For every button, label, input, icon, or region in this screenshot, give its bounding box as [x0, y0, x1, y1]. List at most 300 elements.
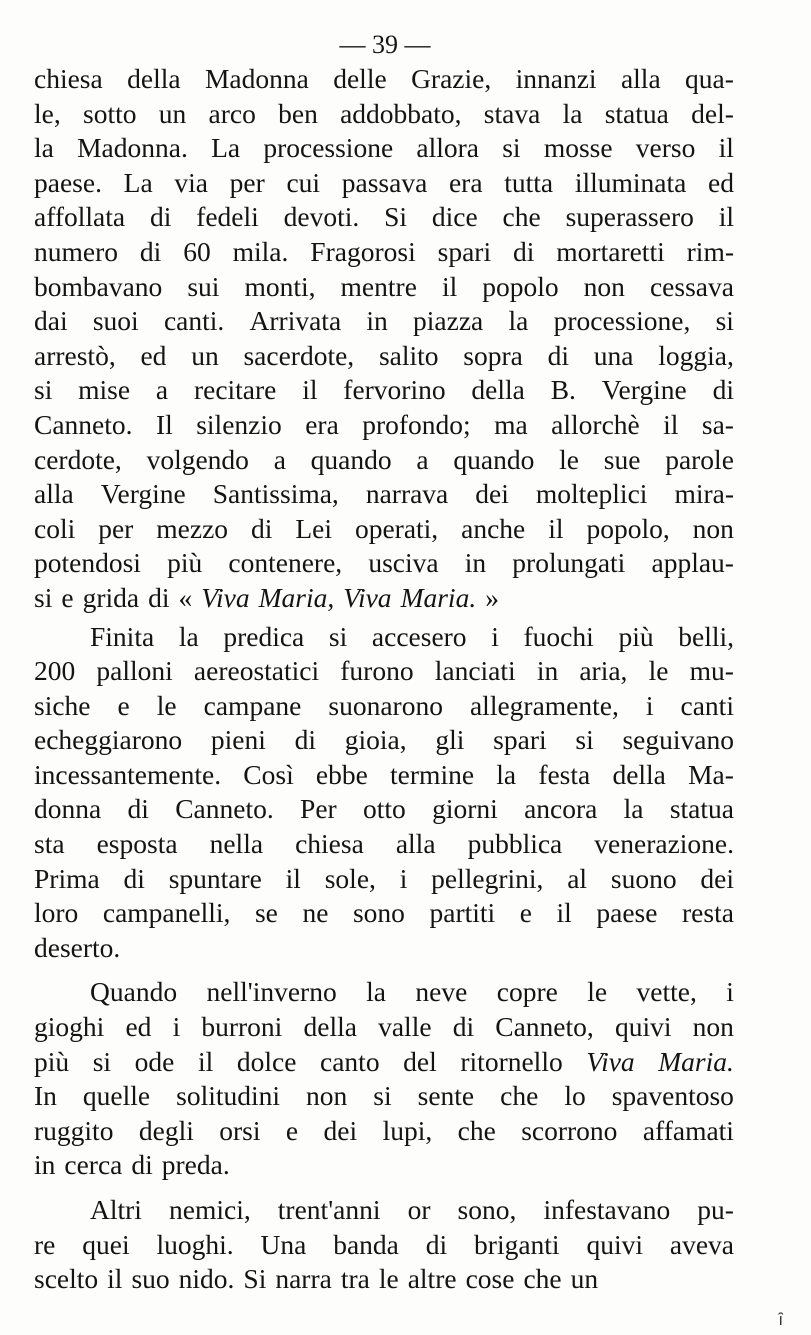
text-line	[34, 792, 734, 827]
word: la	[178, 620, 199, 652]
word: recitare	[193, 374, 277, 406]
word: popolo,	[586, 512, 670, 544]
paragraph-gap	[34, 1183, 734, 1193]
word: Si	[243, 1263, 267, 1295]
word: più	[34, 1045, 70, 1077]
word: Viva	[343, 581, 392, 613]
word: le	[559, 443, 579, 475]
word: dei	[475, 478, 509, 510]
word: vette,	[636, 976, 697, 1008]
text-line	[34, 373, 734, 408]
text-line	[34, 620, 734, 655]
word: anche	[461, 512, 526, 544]
word: termine	[390, 758, 475, 790]
word: suonarono	[328, 689, 443, 721]
word: neve	[415, 976, 468, 1008]
word: della	[612, 758, 666, 790]
word: furono	[340, 655, 414, 687]
text-line	[34, 1193, 734, 1228]
word: bombavano	[34, 270, 163, 302]
word: aria,	[579, 655, 628, 687]
word: di	[131, 1149, 153, 1181]
word: dolce	[236, 1045, 297, 1077]
word: trent'anni	[277, 1194, 381, 1225]
word: numero	[34, 235, 119, 267]
word: Viva	[201, 581, 250, 613]
word: B.	[550, 374, 576, 406]
word: sue	[603, 443, 641, 475]
word: or	[407, 1194, 431, 1225]
word: canti.	[163, 305, 225, 337]
word: salito	[378, 339, 439, 371]
word: sui	[187, 270, 220, 302]
word: cui	[286, 166, 321, 198]
word: suoi	[92, 305, 139, 337]
text-line	[34, 200, 734, 235]
word: della	[303, 1011, 357, 1043]
word: non	[583, 270, 625, 302]
word: solitudini	[176, 1080, 281, 1112]
word: più	[167, 547, 203, 579]
word: cerdote,	[34, 443, 122, 475]
word: si	[575, 724, 594, 756]
word: a	[273, 443, 286, 475]
word: in	[34, 1149, 56, 1181]
word: giorni	[432, 793, 498, 825]
text-line	[34, 477, 734, 512]
word: statua	[669, 793, 734, 825]
word: il	[718, 201, 734, 233]
word: belli,	[678, 620, 734, 652]
word: della	[127, 63, 181, 94]
word: infestavano	[543, 1194, 671, 1225]
word: sta	[34, 828, 65, 860]
corner-mark: ȋ	[778, 1310, 783, 1329]
word: la	[623, 793, 644, 825]
word: ebbe	[315, 758, 368, 790]
paragraph	[34, 620, 734, 966]
word: dice	[431, 201, 478, 233]
word: briganti	[474, 1228, 560, 1260]
text-line	[34, 581, 734, 616]
word: popolo	[482, 270, 559, 302]
word: quivi	[586, 1228, 643, 1260]
word: e	[117, 689, 130, 721]
word: di	[294, 724, 317, 756]
word: mu-	[689, 655, 734, 687]
word: ritornello	[460, 1045, 563, 1077]
word: di	[712, 374, 734, 406]
word: si	[328, 620, 348, 652]
text-line	[34, 235, 734, 270]
word: che	[502, 201, 541, 233]
word: Maria,	[258, 581, 335, 613]
text-line	[34, 723, 734, 758]
word: più	[618, 620, 654, 652]
word: scorrono	[521, 1114, 618, 1146]
word: coli	[34, 512, 76, 544]
word: Si	[384, 201, 408, 233]
word: fedeli	[196, 201, 259, 233]
word: nella	[209, 828, 264, 860]
word: di	[547, 339, 570, 371]
text-line	[34, 62, 734, 97]
word: passava	[341, 166, 428, 198]
word: Prima	[34, 862, 100, 894]
word: le	[378, 1263, 399, 1295]
word: del-	[691, 97, 734, 129]
word: e	[61, 581, 74, 613]
word: orsi	[219, 1114, 261, 1146]
word: canti	[680, 689, 734, 721]
word: alla	[34, 478, 74, 510]
word: i	[726, 976, 734, 1008]
word: non	[306, 1080, 348, 1112]
word: il	[556, 897, 572, 929]
word: il	[197, 1045, 214, 1077]
text-line	[34, 1262, 734, 1297]
word: valle	[378, 1011, 432, 1043]
word: Finita	[90, 620, 155, 652]
word: parole	[665, 443, 734, 475]
word: narrava	[365, 478, 449, 510]
word: burroni	[201, 1011, 283, 1043]
word: Madonna.	[77, 132, 188, 164]
word: aereostatici	[193, 655, 320, 687]
word: dai	[34, 305, 68, 337]
word: cerca	[64, 1149, 123, 1181]
word: monti,	[244, 270, 316, 302]
word: canto	[320, 1045, 380, 1077]
word: statua	[604, 97, 669, 129]
word: cose	[465, 1263, 515, 1295]
word: degli	[138, 1114, 194, 1146]
word: usciva	[368, 547, 439, 579]
word: suono	[610, 862, 677, 894]
word: si	[373, 1080, 392, 1112]
text-line	[34, 339, 734, 374]
text-line	[34, 304, 734, 339]
word: luoghi.	[156, 1228, 234, 1260]
word: esposta	[96, 828, 178, 860]
body-text	[34, 62, 734, 1297]
text-line	[34, 443, 734, 478]
word: il	[285, 862, 301, 894]
word: ben	[278, 97, 318, 129]
word: allora	[416, 132, 479, 164]
word: prolungati	[512, 547, 626, 579]
word: preda.	[161, 1149, 230, 1181]
word: suo	[131, 1263, 170, 1295]
word: mise	[78, 374, 131, 406]
text-line	[34, 270, 734, 305]
word: un	[191, 339, 219, 371]
page-number: — 39 —	[339, 30, 431, 59]
word: silenzio	[196, 408, 282, 440]
word: tutta	[504, 166, 554, 198]
word: il	[548, 512, 564, 544]
word: affollata	[34, 201, 126, 233]
word: si	[92, 1045, 112, 1077]
word: Così	[243, 758, 294, 790]
word: mosse	[543, 132, 613, 164]
word: a	[155, 374, 169, 406]
word: volgendo	[146, 443, 249, 475]
word: nemici,	[169, 1194, 251, 1225]
word: mira-	[674, 478, 734, 510]
word: re	[34, 1228, 56, 1260]
text-line	[34, 1010, 734, 1045]
word: Quando	[90, 976, 178, 1008]
word: e	[519, 897, 532, 929]
word: spari	[493, 724, 547, 756]
word: spuntare	[168, 862, 262, 894]
paragraph	[34, 1193, 734, 1297]
word: La	[211, 132, 241, 164]
word: pu-	[697, 1194, 734, 1225]
word: ed	[140, 339, 167, 371]
word: ruggito	[34, 1114, 114, 1146]
word: fervorino	[343, 374, 446, 406]
word: Altri	[90, 1194, 142, 1225]
word: di	[452, 1011, 475, 1043]
word: tra	[340, 1263, 370, 1295]
word: fuochi	[523, 620, 594, 652]
word: quivi	[614, 1011, 672, 1043]
word: dei	[323, 1114, 358, 1146]
word: le	[156, 689, 177, 721]
word: illuminata	[574, 166, 687, 198]
word: ma	[494, 408, 528, 440]
word: di	[513, 235, 535, 267]
word: addobbato,	[340, 97, 462, 129]
word: la	[508, 305, 529, 337]
word: partiti	[429, 897, 496, 929]
word: innanzi	[515, 63, 597, 94]
word: qua-	[685, 63, 734, 94]
word: narra	[275, 1263, 332, 1295]
word: pubblica	[467, 828, 563, 860]
text-line	[34, 931, 734, 966]
word: ancora	[524, 793, 598, 825]
word: accesero	[371, 620, 467, 652]
word: molteplici	[535, 478, 648, 510]
word: Santissima,	[212, 478, 339, 510]
word: della	[471, 374, 525, 406]
word: processione,	[553, 305, 691, 337]
word: ed	[125, 1011, 152, 1043]
word: se	[254, 897, 278, 929]
word: che	[457, 1114, 496, 1146]
word: donna	[34, 793, 102, 825]
word: piazza	[413, 305, 484, 337]
word: per	[98, 512, 134, 544]
word: quando	[453, 443, 535, 475]
word: palloni	[96, 655, 173, 687]
word: Maria.	[658, 1045, 734, 1077]
word: nido.	[178, 1263, 235, 1295]
word: alla	[395, 828, 436, 860]
word: scelto	[34, 1263, 99, 1295]
word: loggia,	[658, 339, 734, 371]
word: era	[448, 166, 483, 198]
word: alla	[620, 63, 661, 94]
word: Canneto.	[175, 793, 274, 825]
word: mezzo	[156, 512, 229, 544]
word: Madonna	[204, 63, 309, 94]
word: sono	[352, 897, 405, 929]
word: in	[366, 305, 388, 337]
word: Canneto.	[34, 408, 133, 440]
word: Maria.	[400, 581, 477, 613]
word: Ma-	[688, 758, 734, 790]
word: le	[587, 976, 608, 1008]
word: che	[500, 1080, 539, 1112]
word: affamati	[642, 1114, 734, 1146]
word: echeggiarono	[34, 724, 183, 756]
word: quando	[310, 443, 392, 475]
word: altre	[407, 1263, 457, 1295]
word: quei	[82, 1228, 130, 1260]
word: nell'inverno	[206, 976, 337, 1008]
word: il	[718, 132, 734, 164]
word: lo	[564, 1080, 586, 1112]
word: Vergine	[601, 374, 687, 406]
word: delle	[333, 63, 387, 94]
word: incessantemente.	[34, 758, 222, 790]
word: gioia,	[344, 724, 407, 756]
word: cessava	[649, 270, 734, 302]
text-line	[34, 862, 734, 897]
word: chiesa	[34, 63, 103, 94]
word: Per	[300, 793, 337, 825]
word: le	[648, 655, 669, 687]
text-line	[34, 131, 734, 166]
word: resta	[682, 897, 734, 929]
word: siche	[34, 689, 91, 721]
word: grida	[82, 581, 140, 613]
word: le,	[34, 97, 61, 129]
word: si	[715, 305, 734, 337]
word: Viva	[586, 1045, 635, 1077]
word: venerazione.	[594, 828, 734, 860]
word: pieni	[210, 724, 266, 756]
word: allegramente,	[469, 689, 619, 721]
word: sono,	[457, 1194, 517, 1225]
word: La	[123, 166, 153, 198]
word: Lei	[295, 512, 332, 544]
word: non	[692, 512, 734, 544]
word: banda	[333, 1228, 399, 1260]
word: il	[107, 1263, 123, 1295]
word: festa	[538, 758, 591, 790]
word: lupi,	[382, 1114, 433, 1146]
word: campanelli,	[102, 897, 231, 929]
word: devoti.	[283, 201, 360, 233]
word: potendosi	[34, 547, 141, 579]
word: applau-	[651, 547, 734, 579]
word: un	[158, 97, 187, 129]
word: si	[502, 132, 521, 164]
word: sente	[417, 1080, 475, 1112]
word: quelle	[82, 1080, 151, 1112]
word: e	[285, 1114, 299, 1146]
word: Grazie,	[411, 63, 492, 94]
text-line	[34, 1148, 734, 1183]
word: profondo;	[362, 408, 471, 440]
word: in	[464, 547, 487, 579]
word: 60	[183, 235, 211, 267]
word: aveva	[669, 1228, 734, 1260]
word: via	[174, 166, 208, 198]
word: Fragorosi	[310, 235, 416, 267]
word: i	[399, 862, 408, 894]
word: di	[251, 512, 273, 544]
word: ed	[708, 166, 734, 198]
word: la	[34, 132, 54, 164]
word: il	[663, 408, 679, 440]
text-line	[34, 1114, 734, 1149]
text-line	[34, 758, 734, 793]
text-line	[34, 1045, 734, 1080]
word: che	[523, 1263, 562, 1295]
word: una	[593, 339, 634, 371]
word: campane	[203, 689, 302, 721]
word: non	[692, 1011, 734, 1043]
text-line	[34, 1079, 734, 1114]
word: ode	[134, 1045, 175, 1077]
word: allorchè	[551, 408, 640, 440]
text-line	[34, 689, 734, 724]
word: al	[567, 862, 588, 894]
word: sole,	[324, 862, 376, 894]
word: per	[229, 166, 265, 198]
word: di	[148, 581, 170, 613]
word: si	[34, 581, 53, 613]
word: sopra	[463, 339, 523, 371]
word: sacerdote,	[243, 339, 355, 371]
word: spari	[437, 235, 492, 267]
word: In	[34, 1080, 57, 1112]
text-line	[34, 166, 734, 201]
word: in	[536, 655, 559, 687]
word: gioghi	[34, 1011, 105, 1043]
word: »	[485, 581, 499, 613]
word: di	[127, 793, 149, 825]
word: i	[172, 1011, 181, 1043]
word: era	[305, 408, 339, 440]
word: loro	[34, 897, 79, 929]
word: otto	[363, 793, 406, 825]
word: ne	[302, 897, 329, 929]
word: paese.	[34, 166, 102, 198]
text-line	[34, 827, 734, 862]
word: sotto	[83, 97, 137, 129]
word: processione	[263, 132, 394, 164]
word: contenere,	[228, 547, 343, 579]
word: rim-	[686, 235, 734, 267]
word: dei	[700, 862, 734, 894]
word: di	[425, 1228, 448, 1260]
text-line	[34, 512, 734, 547]
text-line	[34, 1228, 734, 1263]
word: di	[149, 201, 172, 233]
word: arco	[208, 97, 256, 129]
word: spaventoso	[611, 1080, 734, 1112]
word: «	[178, 581, 193, 613]
paragraph-gap	[34, 965, 734, 975]
word: operati,	[354, 512, 439, 544]
